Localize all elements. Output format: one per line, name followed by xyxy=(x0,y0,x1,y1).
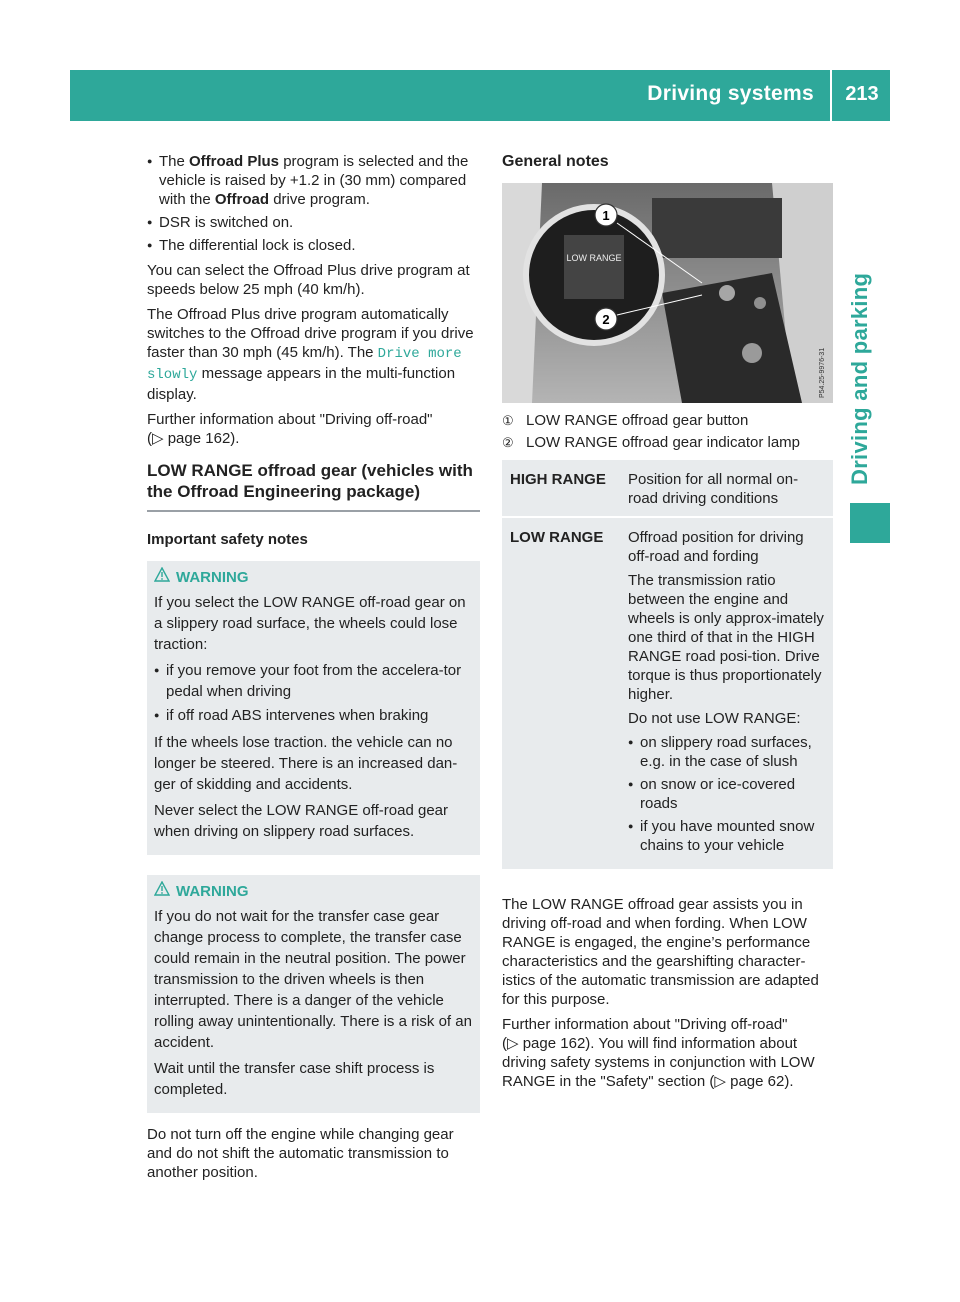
warning-text: Wait until the transfer case shift process is completed. xyxy=(154,1060,435,1098)
warning-box xyxy=(147,875,480,1113)
page-ref-arrow-icon: ▷ xyxy=(714,1073,726,1090)
gear-range-table xyxy=(502,460,833,871)
table-row xyxy=(502,460,833,517)
legend-item: ② LOW RANGE offroad gear indicator lamp xyxy=(502,434,801,451)
warning-triangle-icon xyxy=(154,567,170,588)
page-ref-arrow-icon: ▷ xyxy=(152,430,164,447)
section-divider xyxy=(147,510,480,512)
header-title: Driving systems xyxy=(647,82,814,105)
list-item: ● on snow or ice-covered roads xyxy=(628,775,827,813)
photo-code: P54.25-9976-31 xyxy=(819,347,826,398)
legend-item: ① LOW RANGE offroad gear button xyxy=(502,412,749,429)
warning-text: If you do not wait for the transfer case gear change process to complete, the transfer case could remain in the neutral position. The power transmission to the driven wheels is then interrupted. There is a danger of the vehicle rolling away unintentionally. There is a risk of an accident. xyxy=(154,908,472,1051)
callout-2-label: 2 xyxy=(602,312,610,327)
table-value: Position for all normal on-road driving conditions xyxy=(620,460,833,517)
warning-heading: WARNING xyxy=(176,883,249,900)
sidebar-marker xyxy=(850,503,890,543)
photo-button-label: LOW RANGE xyxy=(566,253,622,263)
list-item: ● DSR is switched on. xyxy=(147,213,480,232)
subsection-title: Important safety notes xyxy=(147,531,308,548)
table-key: LOW RANGE xyxy=(502,517,620,870)
page-header xyxy=(70,70,890,121)
sidebar-label-text: Driving and parking xyxy=(847,272,872,485)
list-item: ● if you have mounted snow chains to your vehicle xyxy=(628,817,827,855)
list-item: ● on slippery road surfaces, e.g. in the case of slush xyxy=(628,733,827,771)
list-item: ● The Offroad Plus program is selected and the vehicle is raised by +1.2 in (30 mm) compared with the Offroad drive program. xyxy=(147,152,480,209)
paragraph: Further information about "Driving off-road" (▷ page 162). You will find information about driving safety systems in conjunction with LOW RANGE in the "Safety" section (▷ page 62). xyxy=(502,1016,815,1090)
warning-text: If you select the LOW RANGE off-road gear on a slippery road surface, the wheels could lose traction: xyxy=(154,594,466,653)
list-item: ● if you remove your foot from the accelera-tor pedal when driving xyxy=(154,660,473,702)
center-console-photo xyxy=(502,183,833,403)
paragraph: Do not turn off the engine while changing gear and do not shift the automatic transmission to another position. xyxy=(147,1126,454,1181)
list-item: ● if off road ABS intervenes when braking xyxy=(154,705,473,726)
drive-program-conditions xyxy=(147,152,480,255)
low-range-restrictions xyxy=(628,733,827,855)
photo-legend xyxy=(502,411,833,452)
callout-1-label: 1 xyxy=(602,208,610,223)
warning-box xyxy=(147,561,480,855)
left-column xyxy=(147,152,480,1188)
warning-list xyxy=(154,660,473,726)
right-column xyxy=(502,152,833,1097)
table-row xyxy=(502,517,833,870)
list-item: ● The differential lock is closed. xyxy=(147,236,480,255)
page-reference-link[interactable]: page 162). xyxy=(167,430,240,447)
paragraph: You can select the Offroad Plus drive program at speeds below 25 mph (40 km/h). xyxy=(147,262,470,298)
table-value: Offroad position for driving off-road and fording The transmission ratio between the engine and wheels is only approx-imately one third of that in the HIGH RANGE road posi-tion. Drive torque is thus proportionately higher. Do not use LOW RANGE: ● on slippery road surfaces, e.g. in the case of slush ● on snow or ice-covered roads ● if you have mounted snow chains to your vehicle xyxy=(620,517,833,870)
page-number: 213 xyxy=(845,83,879,105)
paragraph: Further information about "Driving off-road" (▷ page 162). xyxy=(147,411,433,447)
page-reference-link[interactable]: page 162). You will find information about driving safety systems in conjunction with LOW RANGE in the "Safety" section ( xyxy=(502,1035,815,1090)
center-console-illustration xyxy=(502,183,833,403)
subsection-title: General notes xyxy=(502,153,609,170)
paragraph: The Offroad Plus drive program automatically switches to the Offroad drive program if you drive faster than 30 mph (45 km/h). The Drive more slowly message appears in the multi-function display. xyxy=(147,306,474,403)
page-reference-link[interactable]: page 62). xyxy=(730,1073,794,1090)
table-key: HIGH RANGE xyxy=(502,460,620,517)
warning-text: Never select the LOW RANGE off-road gear when driving on slippery road surfaces. xyxy=(154,802,449,840)
display-message: Drive more slowly xyxy=(147,346,462,383)
warning-triangle-icon xyxy=(154,881,170,902)
section-title: LOW RANGE offroad gear (vehicles with the Offroad Engineering package) xyxy=(147,461,473,501)
paragraph: The LOW RANGE offroad gear assists you in driving off-road and when fording. When LOW RANGE is engaged, the engine’s performance characteristics and the gearshifting character-istics of the automatic transmission are adapted for this purpose. xyxy=(502,896,819,1008)
warning-heading: WARNING xyxy=(176,569,249,586)
warning-text: If the wheels lose traction. the vehicle can no longer be steered. There is an increased dan-ger of skidding and accidents. xyxy=(154,734,458,793)
page-ref-arrow-icon: ▷ xyxy=(507,1035,519,1052)
header-divider xyxy=(830,70,832,121)
